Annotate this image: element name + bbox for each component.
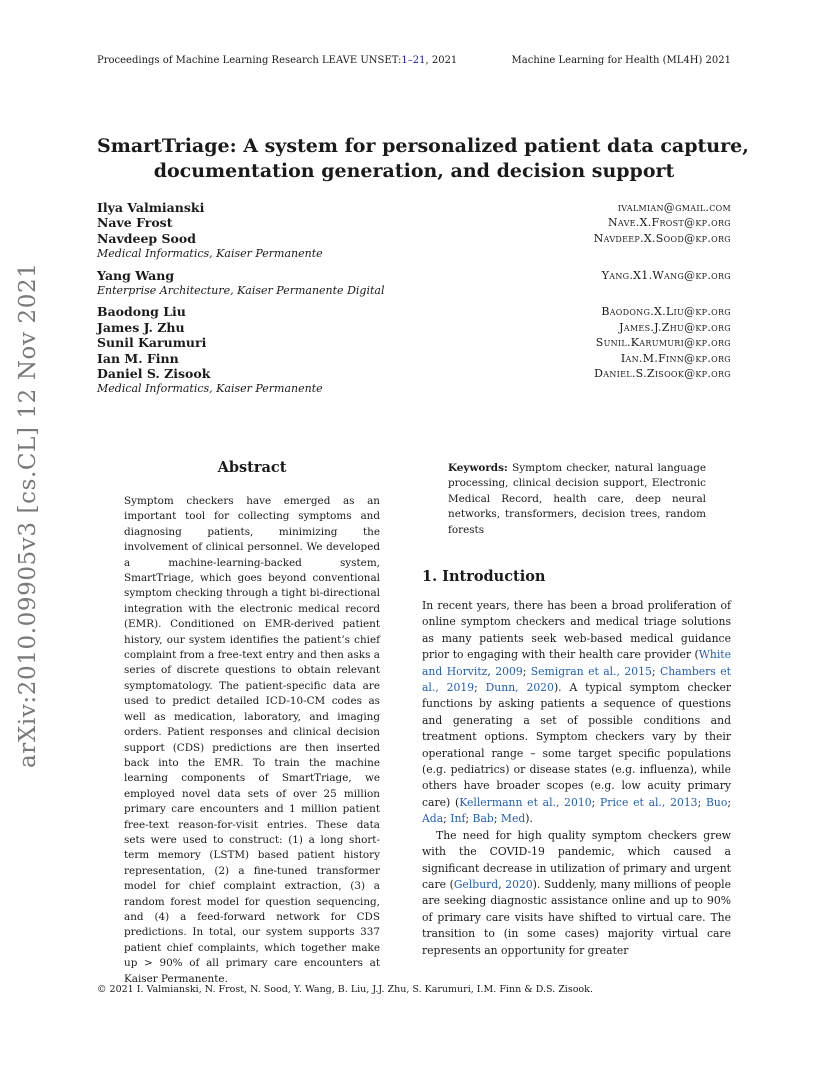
keywords-label: Keywords:	[448, 462, 508, 474]
abstract-heading: Abstract	[217, 459, 287, 476]
author-row	[97, 351, 731, 366]
keywords-block	[448, 461, 706, 538]
author-email: ivalmian@gmail.com	[617, 201, 731, 214]
intro-text: ,	[487, 664, 496, 678]
author-email: Sunil.Karumuri@kp.org	[595, 336, 731, 350]
author-affiliation: Medical Informatics, Kaiser Permanente	[97, 382, 323, 396]
citation-link[interactable]: Inf	[450, 812, 466, 826]
intro-text: ;	[522, 664, 531, 678]
abstract-body: Symptom checkers have emerged as an important tool for collecting symptoms and diagnosing patients, minimizing the involvement of clinical personnel. We developed a machine-learning-backed system, SmartTriage, which goes beyond conventional symptom checking through a tight bi-directional integration with the electronic medical record (EMR). Conditioned on EMR-derived patient history, our system identifies the patient’s chief complaint from a free-text entry and then asks a series of discrete questions to obtain relevant symptomatology. The patient-specific data are used to predict detailed ICD-10-CM codes as well as medication, laboratory, and imaging orders. Patient responses and clinical decision support (CDS) predictions are then inserted back into the EMR. To train the machine learning components of SmartTriage, we employed novel data sets of over 25 million primary care encounters and 1 million patient free-text reason-for-visit entries. These data sets were used to construct: (1) a long short-term memory (LSTM) based patient history representation, (2) a fine-tuned transformer model for chief complaint extraction, (3) a random forest model for question sequencing, and (4) a feed-forward network for CDS predictions. In total, our system supports 337 patient chief complaints, which together make up > 90% of all primary care encounters at Kaiser Permanente.	[124, 495, 380, 985]
intro-text: The need for high quality symptom checkers grew with the COVID-19 pandemic, which caused a significant decrease in utilization of primary and urgent care (	[422, 828, 731, 891]
author-row	[97, 366, 731, 381]
intro-text: ;	[591, 795, 601, 809]
author-name: Nave Frost	[97, 215, 173, 231]
intro-text: ;	[493, 812, 501, 826]
author-name: Ilya Valmianski	[97, 200, 205, 215]
author-email: Nave.X.Frost@kp.org	[607, 216, 731, 230]
section-heading: 1. Introduction	[422, 568, 546, 585]
author-email: Yang.X1.Wang@kp.org	[601, 268, 731, 282]
page-range-link[interactable]: 1–21	[401, 55, 426, 66]
author-name: Ian M. Finn	[97, 350, 179, 366]
author-email: James.J.Zhu@kp.org	[619, 320, 731, 334]
citation-link[interactable]: Buo	[705, 795, 728, 809]
author-name: Baodong Liu	[97, 304, 186, 320]
author-row	[97, 200, 731, 215]
citation-link[interactable]: Dunn, 2020	[485, 681, 554, 695]
author-row	[97, 304, 731, 319]
citation-link[interactable]: Gelburd	[453, 877, 499, 891]
author-email: Baodong.X.Liu@kp.org	[601, 305, 731, 319]
author-name: Yang Wang	[97, 267, 175, 283]
intro-text: ;	[465, 812, 473, 826]
intro-text: ;	[474, 681, 486, 695]
intro-text: In recent years, there has been a broad proliferation of online symptom checkers and medical triage solutions as many patients seek web-based medical guidance prior to engaging with their health care provider (	[422, 599, 731, 662]
title-line: SmartTriage: A system for personalized patient data capture,	[97, 135, 749, 157]
citation-link[interactable]: 2020	[505, 877, 533, 891]
author-name: James J. Zhu	[97, 319, 185, 335]
intro-text: ).	[525, 812, 533, 826]
intro-text: ;	[697, 795, 706, 809]
running-header-left	[97, 55, 457, 66]
citation-link[interactable]: Semigran et al., 2015	[530, 664, 652, 678]
running-header-right: Machine Learning for Health (ML4H) 2021	[511, 55, 731, 66]
author-block	[97, 200, 731, 397]
author-affiliation: Medical Informatics, Kaiser Permanente	[97, 247, 323, 261]
author-row	[97, 320, 731, 335]
intro-paragraph	[422, 828, 731, 959]
intro-text: ). Suddenly, many millions of people are seeking diagnostic assistance online and up to 90% of primary care visits have shifted to virtual care. The transition to (in some cases) majority virtual care represents an opportunity for greater	[422, 877, 732, 957]
citation-link[interactable]: Price et al., 2013	[600, 795, 698, 809]
paper-title	[97, 134, 749, 184]
author-name: Daniel S. Zisook	[97, 365, 211, 381]
citation-link[interactable]: Bab	[472, 812, 494, 826]
citation-link[interactable]: Ada	[422, 812, 444, 826]
author-affiliation: Enterprise Architecture, Kaiser Permanente Digital	[97, 283, 385, 297]
proceedings-label: Proceedings of Machine Learning Research LEAVE UNSET:	[97, 55, 402, 66]
author-name: Sunil Karumuri	[97, 335, 207, 351]
title-line: documentation generation, and decision support	[153, 160, 675, 182]
intro-text: ;	[443, 812, 451, 826]
intro-paragraph	[422, 598, 731, 828]
intro-text: ). A typical symptom checker functions by asking patients a sequence of questions and generating a set of possible conditions and treatment options. Symptom checkers vary by their operational range – some target specific populations (e.g. pediatrics) or disease states (e.g. influenza), while others have broader scopes (e.g. low acuity primary care) (	[422, 681, 732, 809]
proceedings-year: , 2021	[425, 55, 458, 66]
citation-link[interactable]: 2009	[495, 664, 523, 678]
copyright-footer: © 2021 I. Valmianski, N. Frost, N. Sood, Y. Wang, B. Liu, J.J. Zhu, S. Karumuri, I.M. Finn & D.S. Zisook.	[97, 984, 593, 995]
author-email: Ian.M.Finn@kp.org	[620, 351, 731, 365]
citation-link[interactable]: White and Horvitz	[422, 648, 731, 678]
author-email: Navdeep.X.Sood@kp.org	[593, 231, 731, 245]
keywords-text: Symptom checker, natural language processing, clinical decision support, Electronic Medical Record, health care, deep neural networks, transformers, decision trees, random forests	[448, 462, 706, 536]
author-row	[97, 268, 731, 283]
citation-link[interactable]: Chambers et al., 2019	[422, 664, 731, 695]
citation-link[interactable]: Med	[500, 812, 526, 826]
introduction-body	[422, 598, 731, 959]
intro-text: ,	[498, 877, 506, 891]
author-row	[97, 231, 731, 246]
citation-link[interactable]: Kellermann et al., 2010	[459, 795, 592, 809]
intro-text: ;	[727, 795, 731, 809]
author-row	[97, 335, 731, 350]
author-name: Navdeep Sood	[97, 230, 196, 246]
intro-text: ;	[651, 664, 660, 678]
arxiv-identifier: arXiv:2010.09905v3 [cs.CL] 12 Nov 2021	[15, 262, 41, 768]
author-row	[97, 215, 731, 230]
author-email: Daniel.S.Zisook@kp.org	[594, 366, 731, 380]
